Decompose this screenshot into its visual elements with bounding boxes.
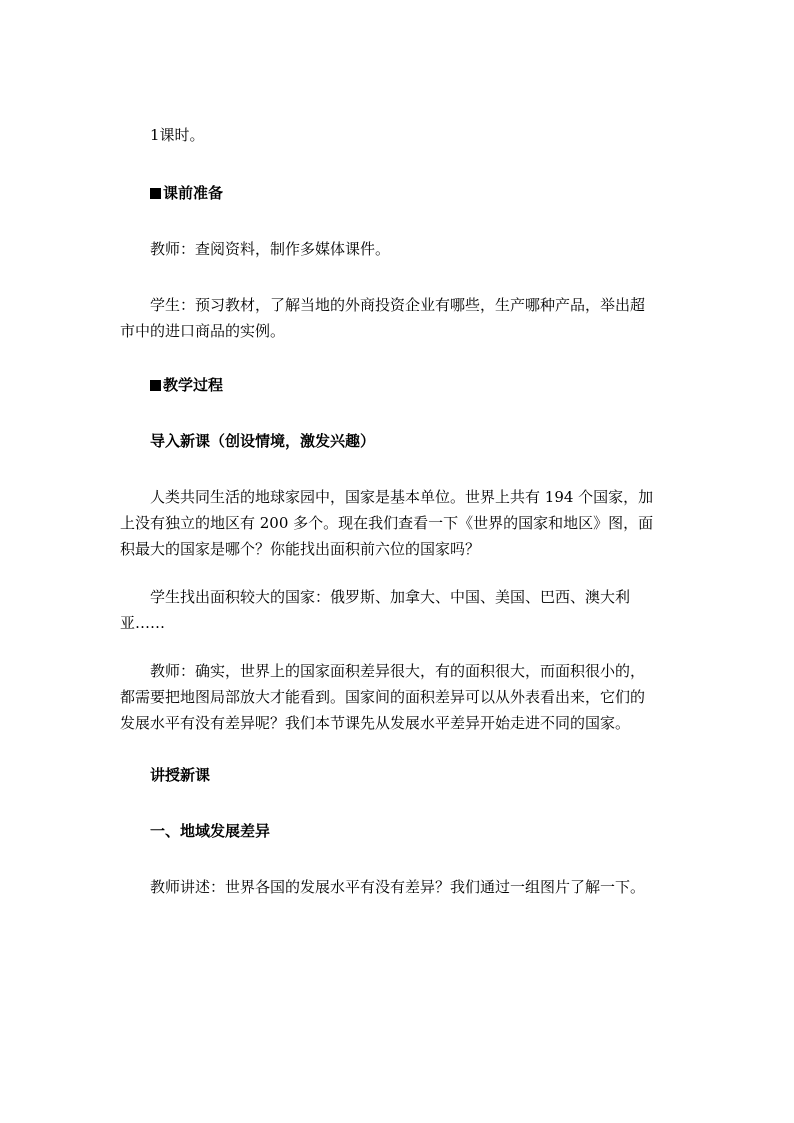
- intro-paragraph: [120, 484, 676, 562]
- students-find-paragraph: [120, 584, 676, 636]
- black-square-bullet-icon: [150, 380, 161, 391]
- student-prep-line: 学生：预习教材，了解当地的外商投资企业有哪些，生产哪种产品，举出超: [150, 296, 646, 314]
- intro-heading: [120, 428, 676, 454]
- teacher-prep-paragraph: [120, 236, 676, 262]
- intro-line: 积最大的国家是哪个？你能找出面积前六位的国家吗？: [120, 540, 481, 558]
- teacher-indeed-line: 发展水平有没有差异呢？我们本节课先从发展水平差异开始走进不同的国家。: [120, 714, 631, 732]
- students-find-line: 亚……: [120, 614, 166, 632]
- process-heading: [120, 372, 676, 398]
- process-heading-text: 教学过程: [163, 376, 224, 394]
- intro-line: 人类共同生活的地球家园中，国家是基本单位。世界上共有 194 个国家，加: [150, 488, 654, 506]
- section1-heading-text: 一、地域发展差异: [150, 822, 271, 840]
- new-lesson-heading-text: 讲授新课: [150, 766, 211, 784]
- students-find-line: 学生找出面积较大的国家：俄罗斯、加拿大、中国、美国、巴西、澳大利: [150, 588, 631, 606]
- student-prep-line: 市中的进口商品的实例。: [120, 322, 286, 340]
- duration-paragraph: [120, 122, 676, 148]
- teacher-indeed-paragraph: [120, 658, 676, 736]
- teacher-indeed-line: 都需要把地图局部放大才能看到。国家间的面积差异可以从外表看出来，它们的: [120, 688, 646, 706]
- intro-heading-text: 导入新课（创设情境，激发兴趣）: [150, 432, 376, 450]
- preparation-heading: [120, 180, 676, 206]
- teacher-narrate-paragraph: [120, 874, 676, 900]
- duration-text: 1课时。: [150, 126, 205, 144]
- intro-line: 上没有独立的地区有 200 多个。现在我们查看一下《世界的国家和地区》图，面: [120, 514, 654, 532]
- section1-heading: [120, 818, 676, 844]
- teacher-prep-text: 教师：查阅资料，制作多媒体课件。: [150, 240, 391, 258]
- black-square-bullet-icon: [150, 188, 161, 199]
- student-prep-paragraph: [120, 292, 676, 344]
- teacher-indeed-line: 教师：确实，世界上的国家面积差异很大，有的面积很大，而面积很小的，: [150, 662, 646, 680]
- new-lesson-heading: [120, 762, 676, 788]
- preparation-heading-text: 课前准备: [163, 184, 224, 202]
- teacher-narrate-text: 教师讲述：世界各国的发展水平有没有差异？我们通过一组图片了解一下。: [150, 878, 646, 896]
